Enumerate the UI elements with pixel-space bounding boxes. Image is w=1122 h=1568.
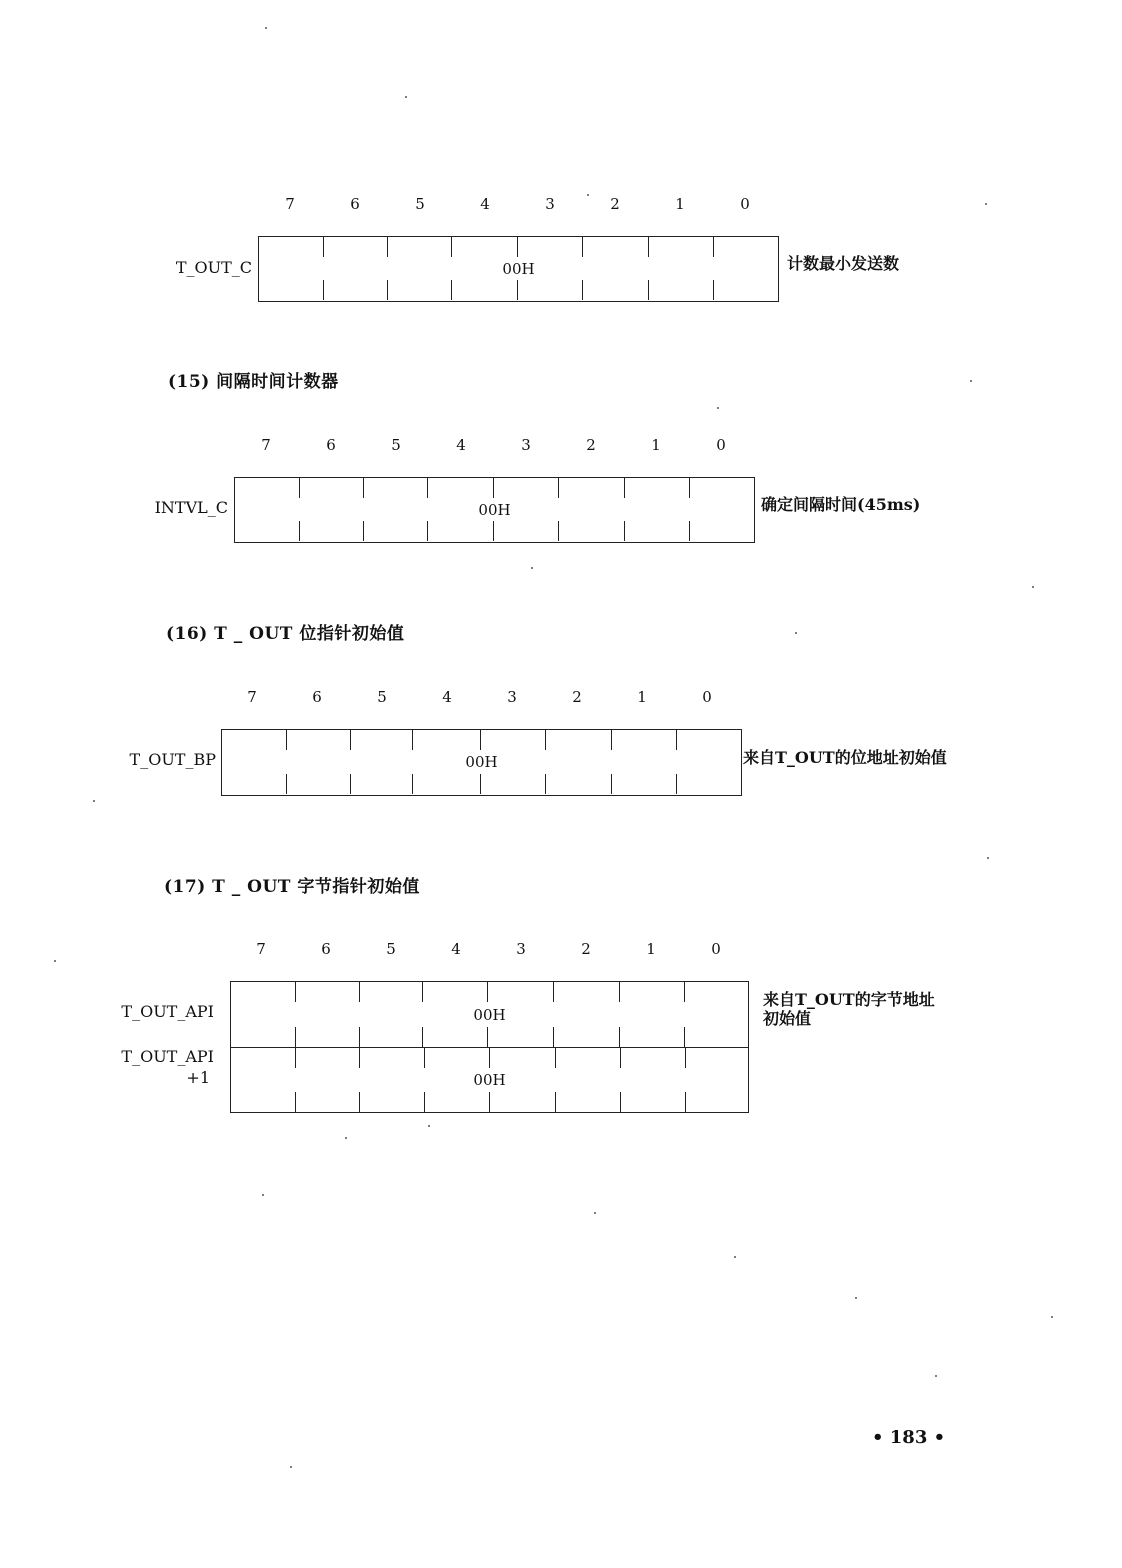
register-note: 来自T_OUT的位地址初始值	[743, 748, 947, 767]
bit-number: 1	[675, 195, 685, 213]
bit-number: 6	[326, 436, 336, 454]
register-name: T_OUT_API	[121, 1002, 214, 1021]
bit-number: 6	[350, 195, 360, 213]
scan-speck	[290, 1466, 292, 1468]
bit-number: 0	[711, 940, 721, 958]
register-name: T_OUT_C	[175, 258, 252, 277]
bit-number: 5	[415, 195, 425, 213]
bit-number: 3	[521, 436, 531, 454]
register-name-suffix: +1	[186, 1068, 210, 1087]
bit-number: 5	[386, 940, 396, 958]
scan-speck	[855, 1297, 857, 1299]
scan-speck	[594, 1212, 596, 1214]
scan-speck	[587, 194, 589, 196]
bit-number: 5	[391, 436, 401, 454]
bit-number: 2	[610, 195, 620, 213]
scan-speck	[1032, 586, 1034, 588]
section-heading: (17) T _ OUT 字节指针初始值	[164, 877, 420, 897]
bit-number: 2	[586, 436, 596, 454]
bit-number: 4	[451, 940, 461, 958]
register-name: T_OUT_API	[121, 1047, 214, 1066]
register-row	[231, 982, 748, 1047]
section-heading: (15) 间隔时间计数器	[168, 372, 339, 392]
register-name: INTVL_C	[154, 498, 228, 517]
scan-speck	[262, 1194, 264, 1196]
bit-number: 1	[651, 436, 661, 454]
bit-header-4	[0, 940, 1122, 960]
bit-number: 0	[740, 195, 750, 213]
scan-speck	[935, 1375, 937, 1377]
scan-speck	[345, 1137, 347, 1139]
register-box	[258, 236, 779, 302]
register-value: 00H	[478, 500, 511, 519]
bit-number: 1	[637, 688, 647, 706]
bit-number: 1	[646, 940, 656, 958]
register-box	[221, 729, 742, 796]
bit-number: 2	[581, 940, 591, 958]
register-value: 00H	[502, 259, 535, 278]
scan-speck	[1051, 1316, 1053, 1318]
register-value: 00H	[473, 1071, 506, 1089]
scan-speck	[795, 632, 797, 634]
register-row	[235, 478, 754, 541]
bit-header-1	[0, 195, 1122, 215]
bit-number: 3	[545, 195, 555, 213]
scan-speck	[54, 960, 56, 962]
scan-speck	[717, 407, 719, 409]
bit-number: 7	[285, 195, 295, 213]
bit-number: 4	[442, 688, 452, 706]
scan-speck	[405, 96, 407, 98]
scan-speck	[970, 380, 972, 382]
register-value: 00H	[465, 753, 498, 771]
page-number: • 183 •	[872, 1427, 946, 1448]
bit-number: 7	[247, 688, 257, 706]
register-row	[231, 1047, 748, 1112]
register-row	[259, 237, 778, 300]
register-note: 计数最小发送数	[787, 254, 900, 273]
bit-header-2	[0, 436, 1122, 456]
register-box	[230, 981, 749, 1113]
bit-number: 0	[716, 436, 726, 454]
bit-number: 4	[480, 195, 490, 213]
register-note: 初始值	[763, 1009, 812, 1028]
bit-number: 3	[516, 940, 526, 958]
scan-speck	[93, 800, 95, 802]
register-box	[234, 477, 755, 543]
register-value: 00H	[473, 1005, 506, 1024]
bit-number: 6	[321, 940, 331, 958]
register-note: 确定间隔时间(45ms)	[761, 495, 921, 514]
scan-speck	[428, 1125, 430, 1127]
register-note: 来自T_OUT的字节地址	[763, 990, 935, 1009]
scan-speck	[985, 203, 987, 205]
scan-speck	[734, 1256, 736, 1258]
scan-speck	[987, 857, 989, 859]
bit-number: 6	[312, 688, 322, 706]
bit-number: 4	[456, 436, 466, 454]
bit-number: 0	[702, 688, 712, 706]
register-name: T_OUT_BP	[129, 750, 216, 769]
bit-number: 3	[507, 688, 517, 706]
bit-header-3	[0, 688, 1122, 708]
bit-number: 7	[256, 940, 266, 958]
scan-speck	[265, 27, 267, 29]
bit-number: 5	[377, 688, 387, 706]
bit-number: 2	[572, 688, 582, 706]
section-heading: (16) T _ OUT 位指针初始值	[166, 624, 405, 644]
bit-number: 7	[261, 436, 271, 454]
register-row	[222, 730, 741, 794]
scan-speck	[531, 567, 533, 569]
